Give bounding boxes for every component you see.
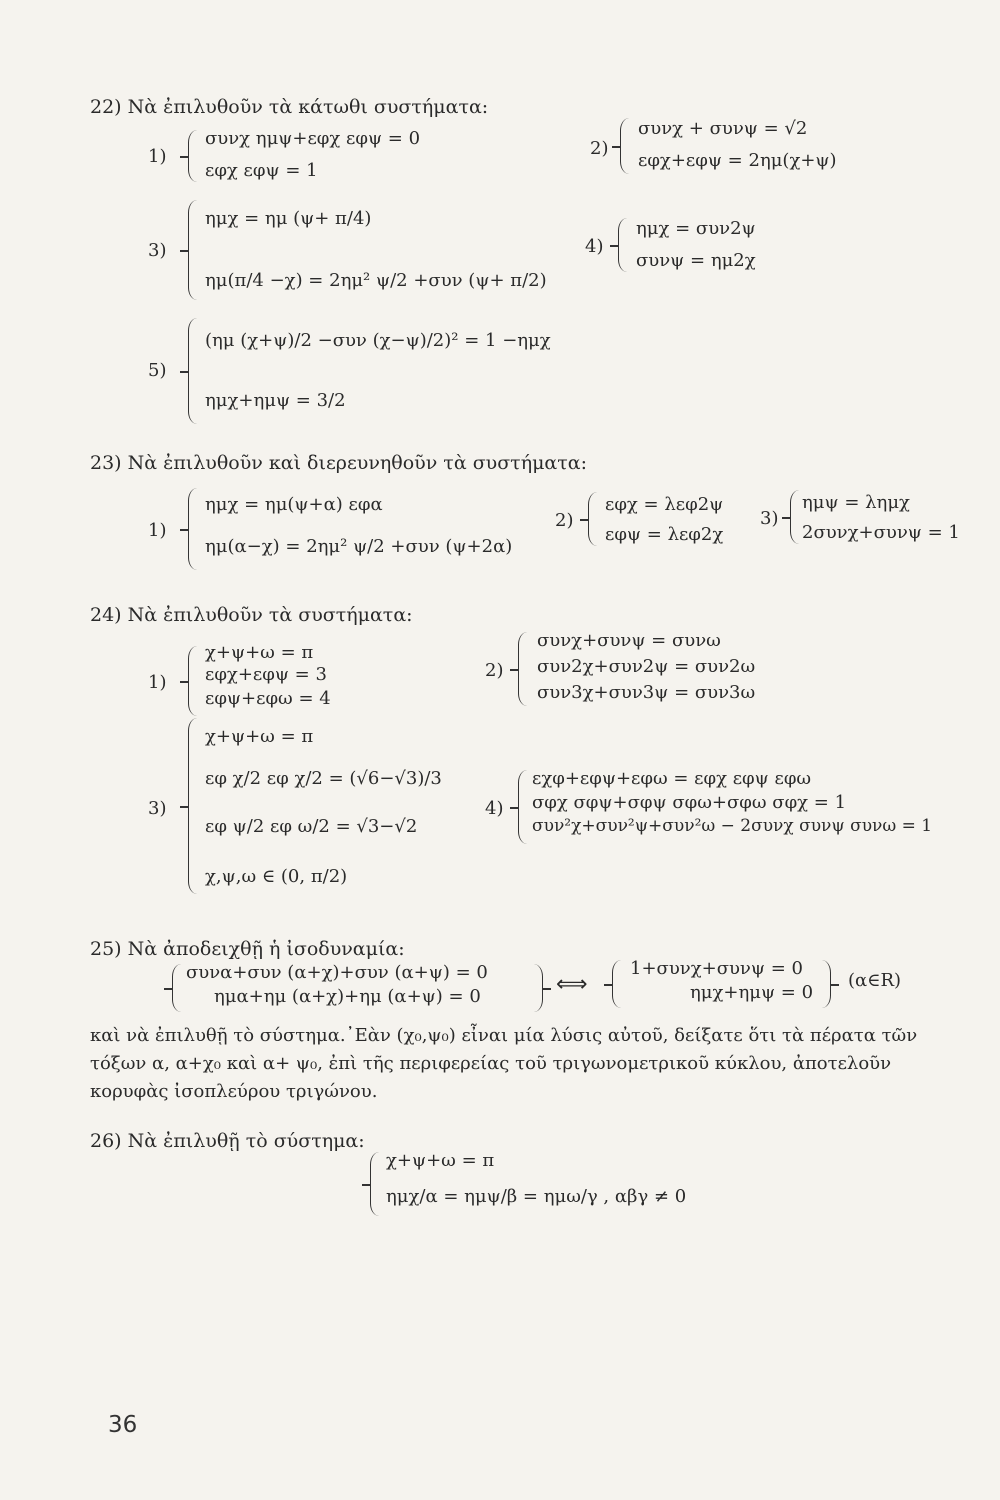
p24-s1-brace <box>188 646 197 716</box>
p22-s3-number: 3) <box>148 240 167 261</box>
problem-23-heading: 23) Νὰ ἐπιλυθοῦν καὶ διερευνηθοῦν τὰ συστήματα: <box>90 452 587 474</box>
p23-s2-brace <box>588 492 597 546</box>
p24-s3-number: 3) <box>148 798 167 819</box>
p22-s1-eq1: συνχ ημψ+εφχ εφψ = 0 <box>205 128 421 149</box>
p23-s1-brace <box>188 488 197 570</box>
p24-s3-eq3: εφ ψ/2 εφ ω/2 = √3−√2 <box>205 816 418 837</box>
p22-s1-eq2: εφχ εφψ = 1 <box>205 160 318 181</box>
p24-s4-brace <box>518 770 527 844</box>
p25-left-closing-brace <box>534 964 543 1012</box>
p22-s3-brace <box>188 200 197 300</box>
p24-s2-brace <box>518 632 527 706</box>
p22-s1-brace <box>188 130 197 182</box>
p24-s2-eq1: συνχ+συνψ = συνω <box>537 630 721 651</box>
p24-s4-number: 4) <box>485 798 504 819</box>
p24-s4-eq2: σφχ σφψ+σφψ σφω+σφω σφχ = 1 <box>532 792 847 813</box>
problem-25-heading: 25) Νὰ ἀποδειχθῇ ἡ ἰσοδυναμία: <box>90 938 405 960</box>
p25-right-closing-brace <box>822 960 831 1008</box>
p22-s4-brace <box>618 218 627 272</box>
p26-brace <box>370 1152 379 1216</box>
p25-paragraph: καὶ νὰ ἐπιλυθῇ τὸ σύστημα.᾿Εὰν (χ₀,ψ₀) εἶναι μία λύσις αὐτοῦ, δείξατε ὅτι τὰ πέρατα τῶν τόξων α, α+χ₀ καὶ α+ ψ₀, ἐπὶ τῆς περιφερείας τοῦ τριγωνομετρικοῦ κύκλου, ἀποτελοῦν κορυφὰς ἰσοπλεύρου τριγώνου. <box>90 1025 918 1102</box>
p24-s1-eq3: εφψ+εφω = 4 <box>205 688 331 709</box>
problem-24-heading: 24) Νὰ ἐπιλυθοῦν τὰ συστήματα: <box>90 604 413 626</box>
p22-s2-number: 2) <box>590 138 609 159</box>
p22-s5-eq2: ημχ+ημψ = 3/2 <box>205 390 346 411</box>
p23-s2-eq2: εφψ = λεφ2χ <box>605 524 724 545</box>
p22-s5-eq1: (ημ (χ+ψ)/2 −συν (χ−ψ)/2)² = 1 −ημχ <box>205 330 551 351</box>
p24-s1-eq1: χ+ψ+ω = π <box>205 642 314 663</box>
p24-s2-number: 2) <box>485 660 504 681</box>
p24-s4-eq1: εχφ+εφψ+εφω = εφχ εφψ εφω <box>532 768 812 789</box>
p24-s3-eq2: εφ χ/2 εφ χ/2 = (√6−√3)/3 <box>205 768 442 789</box>
p23-s2-eq1: εφχ = λεφ2ψ <box>605 494 724 515</box>
p22-s2-eq2: εφχ+εφψ = 2ημ(χ+ψ) <box>638 150 837 171</box>
p23-s3-number: 3) <box>760 508 779 529</box>
p24-s1-eq2: εφχ+εφψ = 3 <box>205 664 327 685</box>
p24-s3-eq4: χ,ψ,ω ∈ (0, π/2) <box>205 866 348 887</box>
p22-s4-eq2: συνψ = ημ2χ <box>636 250 756 271</box>
p25-right-brace <box>612 960 621 1008</box>
p22-s3-eq1: ημχ = ημ (ψ+ π/4) <box>205 208 372 229</box>
problem-26-heading: 26) Νὰ ἐπιλυθῇ τὸ σύστημα: <box>90 1130 365 1152</box>
p26-eq2: ημχ/α = ημψ/β = ημω/γ , αβγ ≠ 0 <box>386 1186 687 1207</box>
p25-left-eq2: ημα+ημ (α+χ)+ημ (α+ψ) = 0 <box>214 986 481 1007</box>
equivalence-arrow-icon: ⟺ <box>556 972 588 997</box>
p22-s2-eq1: συνχ + συνψ = √2 <box>638 118 808 139</box>
p23-s2-number: 2) <box>555 510 574 531</box>
p22-s1-number: 1) <box>148 146 167 167</box>
p23-s1-number: 1) <box>148 520 167 541</box>
p23-s1-eq2: ημ(α−χ) = 2ημ² ψ/2 +συν (ψ+2α) <box>205 536 513 557</box>
p22-s4-number: 4) <box>585 236 604 257</box>
p23-s1-eq1: ημχ = ημ(ψ+α) εφα <box>205 494 383 515</box>
p26-eq1: χ+ψ+ω = π <box>386 1150 495 1171</box>
page-number: 36 <box>108 1412 138 1438</box>
p24-s1-number: 1) <box>148 672 167 693</box>
p23-s3-brace <box>790 490 799 544</box>
p22-s2-brace <box>620 118 629 174</box>
p25-right-eq1: 1+συνχ+συνψ = 0 <box>630 958 803 979</box>
p25-right-eq2: ημχ+ημψ = 0 <box>690 982 814 1003</box>
p22-s5-number: 5) <box>148 360 167 381</box>
p25-left-brace <box>172 964 181 1012</box>
p23-s3-eq2: 2συνχ+συνψ = 1 <box>802 522 960 543</box>
p24-s3-eq1: χ+ψ+ω = π <box>205 726 314 747</box>
p24-s3-brace <box>188 718 197 894</box>
p23-s3-eq1: ημψ = λημχ <box>802 492 910 513</box>
p24-s2-eq3: συν3χ+συν3ψ = συν3ω <box>537 682 756 703</box>
p22-s3-eq2: ημ(π/4 −χ) = 2ημ² ψ/2 +συν (ψ+ π/2) <box>205 270 547 291</box>
p22-s4-eq1: ημχ = συν2ψ <box>636 218 756 239</box>
problem-22-heading: 22) Νὰ ἐπιλυθοῦν τὰ κάτωθι συστήματα: <box>90 96 489 118</box>
p22-s5-brace <box>188 318 197 424</box>
p25-left-eq1: συνα+συν (α+χ)+συν (α+ψ) = 0 <box>186 962 488 983</box>
p24-s2-eq2: συν2χ+συν2ψ = συν2ω <box>537 656 756 677</box>
p25-condition: (α∈R) <box>848 970 902 991</box>
p24-s4-eq3: συν²χ+συν²ψ+συν²ω − 2συνχ συνψ συνω = 1 <box>532 816 933 836</box>
